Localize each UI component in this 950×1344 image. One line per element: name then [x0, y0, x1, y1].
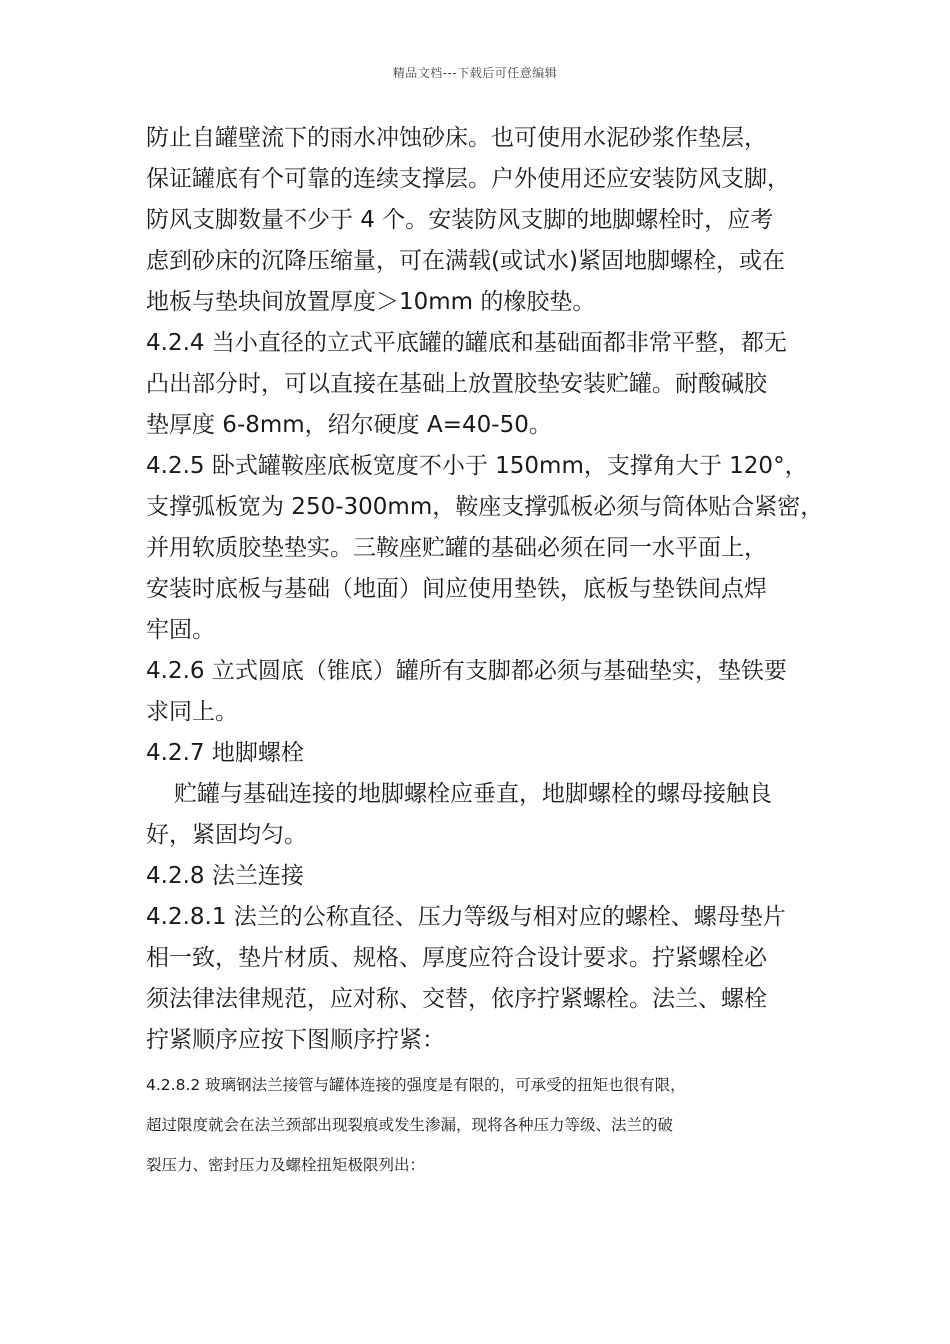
paragraph-line: 安装时底板与基础（地面）间应使用垫铁，底板与垫铁间点焊 [146, 576, 767, 602]
paragraph-line: 防止自罐壁流下的雨水冲蚀砂床。也可使用水泥砂浆作垫层， [146, 125, 767, 151]
paragraph-line: 地板与垫块间放置厚度＞10mm 的橡胶垫。 [146, 289, 596, 315]
paragraph-line: 防风支脚数量不少于 4 个。安装防风支脚的地脚螺栓时，应考 [146, 207, 774, 233]
paragraph-line: 好，紧固均匀。 [146, 822, 307, 848]
paragraph-line: 拧紧顺序应按下图顺序拧紧： [146, 1027, 445, 1053]
page-header-watermark: 精品文档---下载后可任意编辑 [392, 66, 558, 80]
paragraph-line: 保证罐底有个可靠的连续支撑层。户外使用还应安装防风支脚， [146, 166, 790, 192]
paragraph-line: 并用软质胶垫垫实。三鞍座贮罐的基础必须在同一水平面上， [146, 535, 767, 561]
section-heading-4-2-7: 4.2.7 地脚螺栓 [146, 740, 304, 766]
paragraph-line-small: 裂压力、密封压力及螺栓扭矩极限列出： [146, 1156, 426, 1174]
paragraph-line: 求同上。 [146, 699, 238, 725]
section-4-2-8-2-line: 4.2.8.2 玻璃钢法兰接管与罐体连接的强度是有限的，可承受的扭矩也很有限， [146, 1076, 686, 1094]
paragraph-line: 垫厚度 6-8mm，绍尔硬度 A=40-50。 [146, 412, 552, 438]
paragraph-line: 贮罐与基础连接的地脚螺栓应垂直，地脚螺栓的螺母接触良 [174, 781, 772, 807]
paragraph-line: 相一致，垫片材质、规格、厚度应符合设计要求。拧紧螺栓必 [146, 945, 767, 971]
section-4-2-6-line: 4.2.6 立式圆底（锥底）罐所有支脚都必须与基础垫实，垫铁要 [146, 658, 787, 684]
document-body [146, 118, 826, 1185]
section-heading-4-2-8: 4.2.8 法兰连接 [146, 863, 304, 889]
paragraph-line: 牢固。 [146, 617, 215, 643]
paragraph-line: 凸出部分时，可以直接在基础上放置胶垫安装贮罐。耐酸碱胶 [146, 371, 767, 397]
paragraph-line-small: 超过限度就会在法兰颈部出现裂痕或发生渗漏，现将各种压力等级、法兰的破 [146, 1116, 674, 1134]
paragraph-line: 须法律法律规范，应对称、交替，依序拧紧螺栓。法兰、螺栓 [146, 986, 767, 1012]
paragraph-line: 支撑弧板宽为 250-300mm，鞍座支撑弧板必须与筒体贴合紧密， [146, 494, 824, 520]
section-4-2-5-line: 4.2.5 卧式罐鞍座底板宽度不小于 150mm，支撑角大于 120°， [146, 453, 808, 479]
section-4-2-4-line: 4.2.4 当小直径的立式平底罐的罐底和基础面都非常平整，都无 [146, 330, 787, 356]
section-4-2-8-1-line: 4.2.8.1 法兰的公称直径、压力等级与相对应的螺栓、螺母垫片 [146, 904, 786, 930]
paragraph-line: 虑到砂床的沉降压缩量，可在满载(或试水)紧固地脚螺栓，或在 [146, 248, 785, 274]
